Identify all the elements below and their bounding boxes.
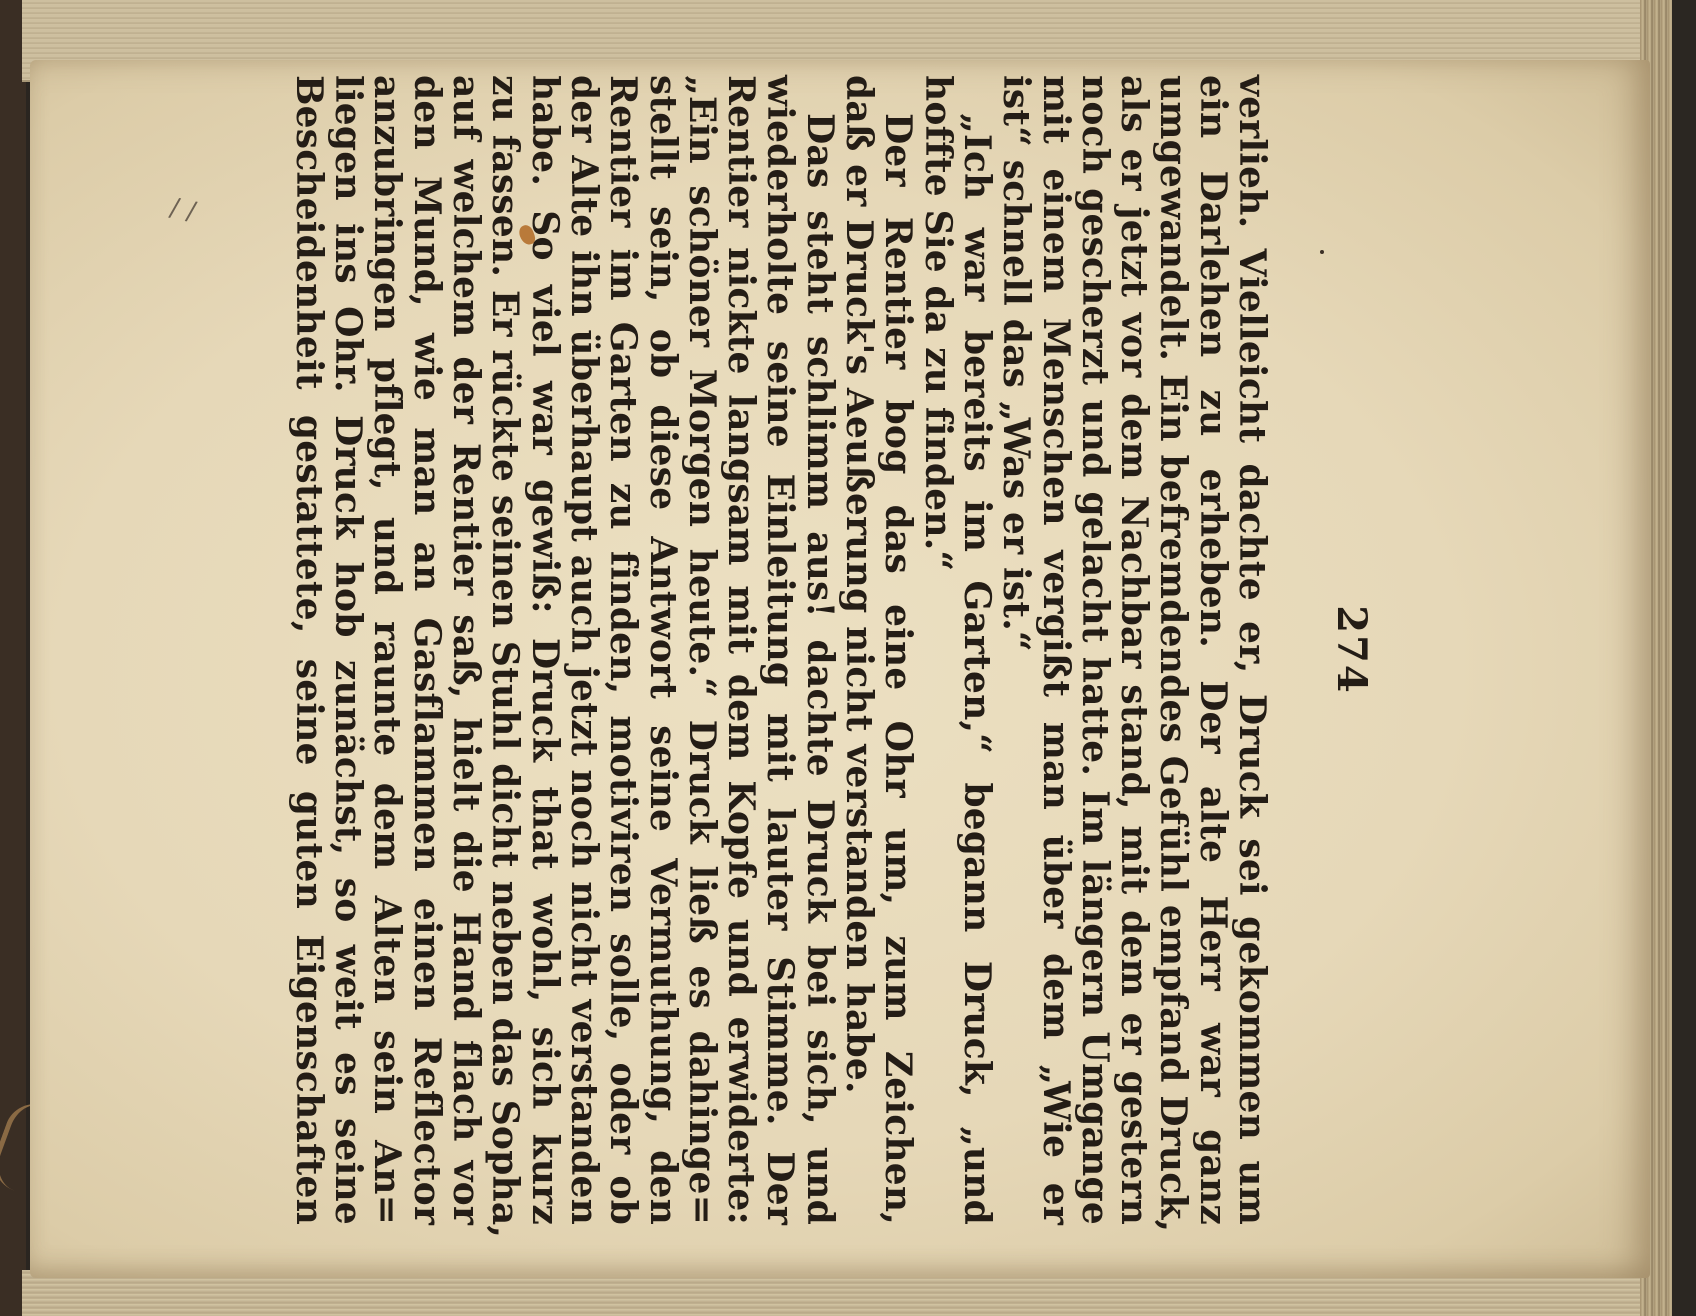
text-line: zu fassen. Er rückte seinen Stuhl dicht neben das Sopha, — [484, 75, 527, 1239]
text-line: der Alte ihn überhaupt auch jetzt noch nicht verstanden — [562, 75, 605, 1225]
text-line: daß er Druck's Aeußerung nicht verstanden habe. — [838, 75, 881, 1094]
text-line: habe. So viel war gewiß: Druck that wohl, sich kurz — [523, 75, 566, 1225]
text-line: Rentier nickte langsam mit dem Kopfe und erwiderte: — [720, 75, 763, 1225]
text-line: auf welchem der Rentier saß, hielt die Hand flach vor — [445, 75, 488, 1225]
text-line: ist“ schnell das „Was er ist.“ — [995, 75, 1038, 652]
text-line: als er jetzt vor dem Nachbar stand, mit dem er gestern — [1113, 75, 1156, 1225]
text-line: stellt sein, ob diese Antwort seine Vermuthung, den — [641, 75, 684, 1225]
pencil-mark: / / — [167, 192, 199, 228]
text-line: Der Rentier bog das eine Ohr um, zum Zeichen, — [877, 113, 920, 1225]
text-line: den Mund, wie man an Gasflammen einen Reflector — [405, 75, 448, 1225]
text-line: umgewandelt. Ein befremdendes Gefühl empfand Druck, — [1152, 75, 1195, 1233]
page-number: 274 — [1328, 605, 1375, 695]
text-line: „Ich war bereits im Garten,“ begann Druck, „und — [955, 113, 998, 1225]
book-cover-right — [1672, 0, 1696, 1316]
page-text-block — [287, 75, 1375, 1239]
text-line: „Ein schöner Morgen heute.“ Druck ließ es dahinge= — [680, 75, 723, 1225]
text-line: noch gescherzt und gelacht hatte. Im längern Umgange — [1073, 75, 1116, 1225]
text-line: liegen ins Ohr. Druck hob zunächst, so weit es seine — [327, 75, 370, 1225]
text-line: ein Darlehen zu erheben. Der alte Herr war ganz — [1191, 75, 1234, 1225]
text-lines — [287, 75, 1273, 1239]
text-line: hoffte Sie da zu finden.“ — [916, 75, 959, 572]
text-line: mit einem Menschen vergißt man über dem „Wie er — [1034, 75, 1077, 1225]
text-line: Bescheidenheit gestattete, seine guten Eigenschaften — [287, 75, 330, 1225]
text-line: wiederholte seine Einleitung mit lauter Stimme. Der — [759, 75, 802, 1225]
text-line: anzubringen pflegt, und raunte dem Alten sein An= — [366, 75, 409, 1225]
text-line: Das steht schlimm aus! dachte Druck bei sich, und — [798, 113, 841, 1225]
text-line: verlieh. Vielleicht dachte er, Druck sei gekommen um — [1231, 75, 1273, 1225]
text-line: Rentier im Garten zu finden, motiviren solle, oder ob — [602, 75, 645, 1225]
